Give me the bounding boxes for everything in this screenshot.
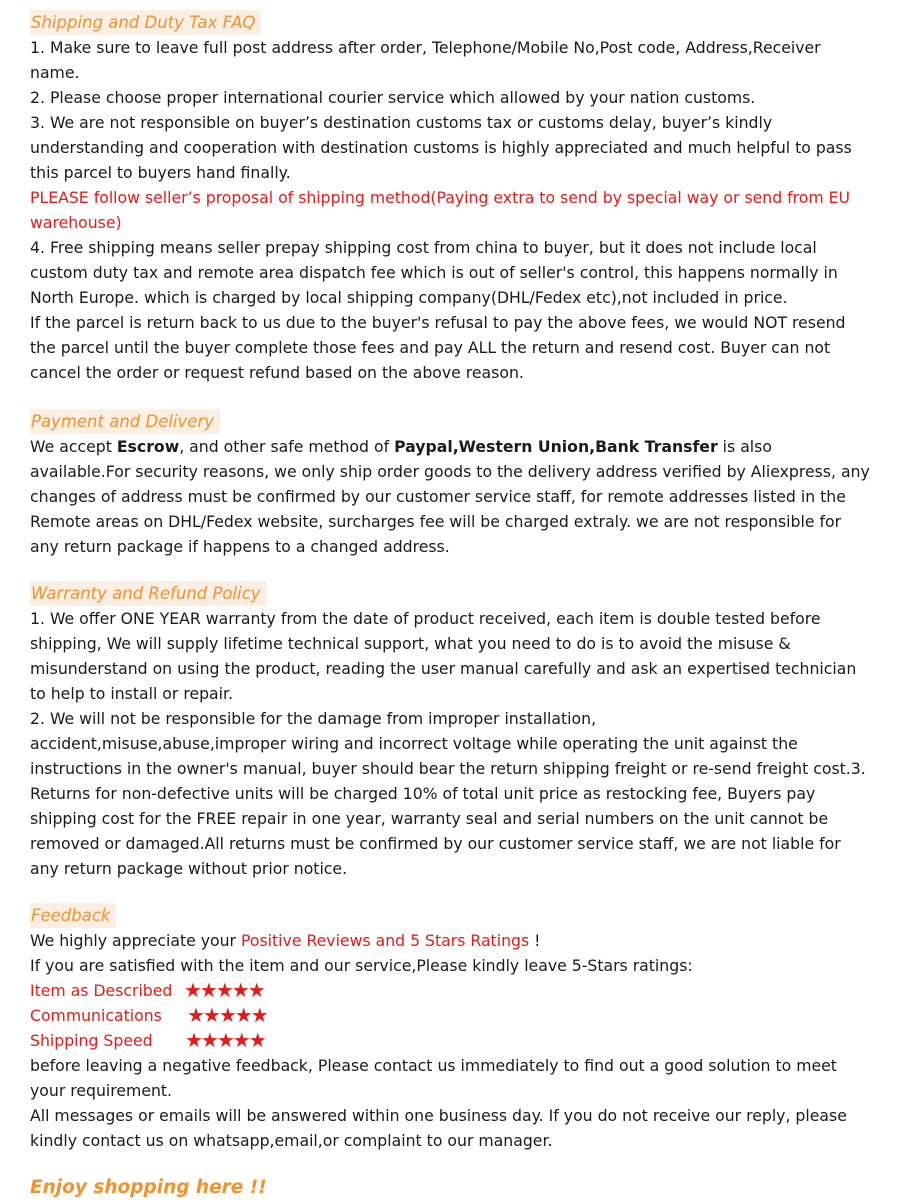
payment-heading: Payment and Delivery (30, 409, 220, 434)
shipping-point-1: 1. Make sure to leave full post address after order, Telephone/Mobile No,Post code, Address,Receiver name. (30, 38, 821, 82)
escrow-label: Escrow (116, 437, 180, 456)
rating-label: Communications (30, 1006, 162, 1025)
shipping-notice: PLEASE follow seller’s proposal of shipping method(Paying extra to send by special way or send from EU warehouse) (30, 188, 851, 232)
rating-label: Item as Described (30, 981, 173, 1000)
payment-text-1: We accept (30, 437, 117, 456)
appreciate-text: We highly appreciate your (30, 931, 241, 950)
feedback-appreciate (30, 928, 870, 953)
shipping-heading: Shipping and Duty Tax FAQ (30, 10, 261, 35)
feedback-negative: before leaving a negative feedback, Please contact us immediately to find out a good solution to meet your requirement. (30, 1056, 837, 1100)
warranty-point-2a: 2. We will not be responsible for the damage from improper installation, (30, 709, 597, 728)
payment-text (30, 434, 870, 559)
feedback-messages: All messages or emails will be answered within one business day. If you do not receive our reply, please kindly contact us on whatsapp,email,or complaint to our manager. (30, 1106, 847, 1150)
payment-text-2: , and other safe method of (179, 437, 395, 456)
rating-row-item-described (30, 978, 870, 1003)
shipping-point-3: 3. We are not responsible on buyer’s destination customs tax or customs delay, buyer’s kindly understanding and cooperation with destination customs is highly appreciated and much helpful to pass this parcel to buyers hand finally. (30, 113, 852, 182)
star-rating-icon: ★★★★★ (184, 978, 264, 1002)
rating-row-shipping-speed (30, 1028, 870, 1053)
feedback-satisfied: If you are satisfied with the item and our service,Please kindly leave 5-Stars ratings: (30, 956, 693, 975)
warranty-point-1: 1. We offer ONE YEAR warranty from the date of product received, each item is double tested before shipping, We will supply lifetime technical support, what you need to do is to avoid the misuse & misunderstand on using the product, reading the user manual carefully and ask an expertised technician to help to install or repair. (30, 609, 857, 703)
rating-label: Shipping Speed (30, 1031, 153, 1050)
warranty-point-2b: accident,misuse,abuse,improper wiring and incorrect voltage while operating the unit against the instructions in the owner's manual, buyer should bear the return shipping freight or re-send freight cost.3. Returns for non-defective units will be charged 10% of total unit price as restocking fee, Buyers pay shipping cost for the FREE repair in one year, warranty seal and serial numbers on the unit cannot be removed or damaged.All returns must be confirmed by our customer service staff, we are not liable for any return package without prior notice. (30, 734, 866, 878)
star-rating-icon: ★★★★★ (187, 1003, 267, 1027)
shipping-point-2: 2. Please choose proper international courier service which allowed by your nation customs. (30, 88, 756, 107)
star-rating-icon: ★★★★★ (185, 1028, 265, 1052)
positive-reviews-highlight: Positive Reviews and 5 Stars Ratings (241, 931, 530, 950)
shipping-point-4: 4. Free shipping means seller prepay shipping cost from china to buyer, but it does not include local custom duty tax and remote area dispatch fee which is out of seller's control, this happens normally in North Europe. which is charged by local shipping company(DHL/Fedex etc),not included in price. (30, 238, 838, 307)
warranty-heading: Warranty and Refund Policy (30, 581, 267, 606)
feedback-heading: Feedback (30, 903, 116, 928)
appreciate-end: ! (529, 931, 541, 950)
payment-methods: Paypal,Western Union,Bank Transfer (394, 437, 718, 456)
rating-row-communications (30, 1003, 870, 1028)
payment-text-3: is also available.For security reasons, we only ship order goods to the delivery address verified by Aliexpress, any changes of address must be confirmed by our customer service staff, for remote addresses listed in the Remote areas on DHL/Fedex website, surcharges fee will be charged extraly. we are not responsible for any return package if happens to a changed address. (30, 437, 870, 556)
closing-message: Enjoy shopping here !! (30, 1177, 267, 1198)
shipping-return-note: If the parcel is return back to us due to the buyer's refusal to pay the above fees, we would NOT resend the parcel until the buyer complete those fees and pay ALL the return and resend cost. Buyer can not cancel the order or request refund based on the above reason. (30, 313, 846, 382)
